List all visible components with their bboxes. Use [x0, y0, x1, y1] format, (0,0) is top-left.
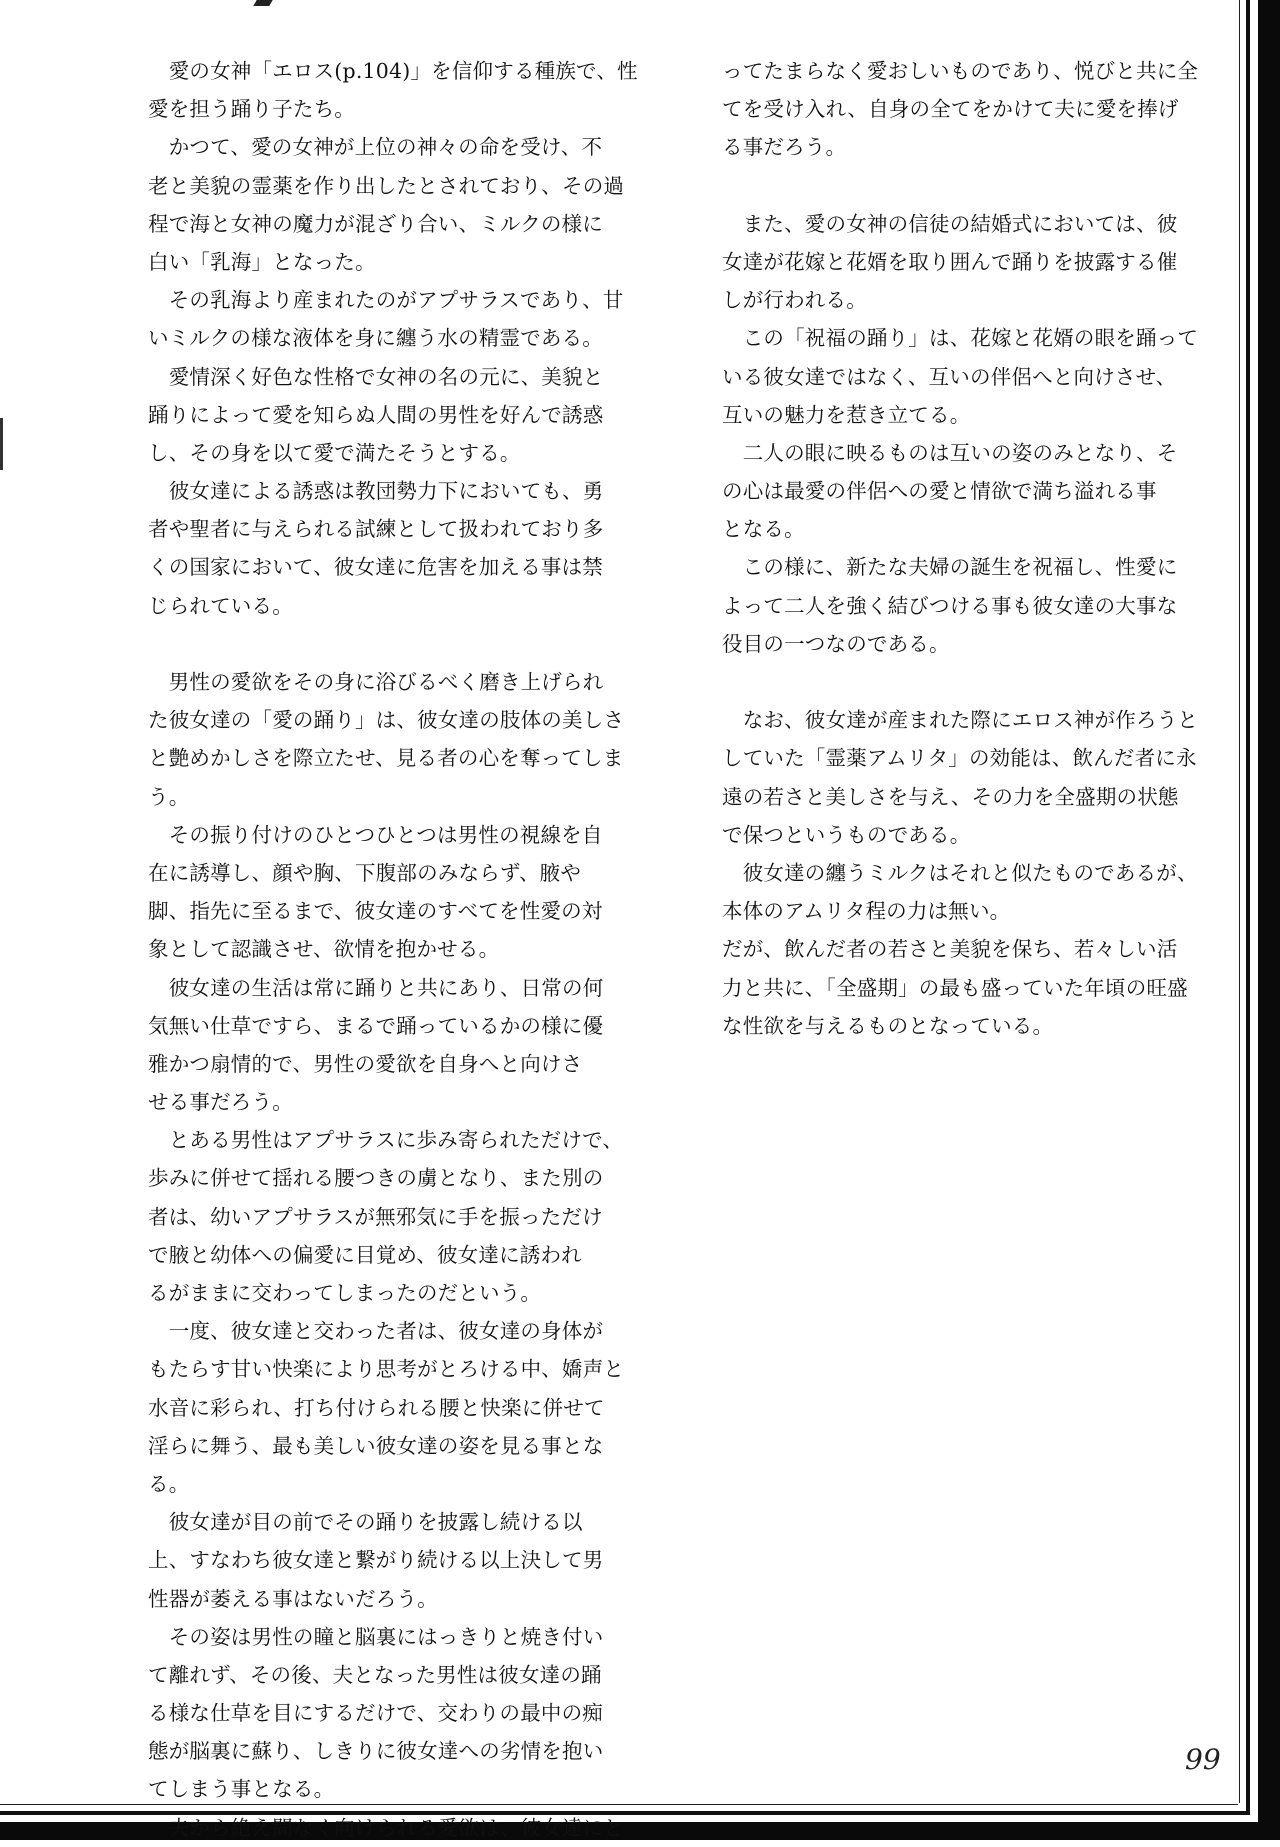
text-line: な性欲を与えるものとなっている。 [722, 1013, 1054, 1038]
text-line: 気無い仕草ですら、まるで踊っているかの様に優 [148, 1013, 604, 1038]
text-line: 踊りによって愛を知らぬ人間の男性を好んで誘惑 [148, 402, 604, 427]
text-line: 象として認識させ、欲情を抱かせる。 [148, 937, 500, 962]
text-line: 上、すなわち彼女達と繋がり続ける以上決して男 [148, 1548, 604, 1573]
text-line: 在に誘導し、顔や胸、下腹部のみならず、腋や [148, 860, 582, 885]
text-line: 雅かつ扇情的で、男性の愛欲を自身へと向けさ [148, 1051, 583, 1076]
text-line: なお、彼女達が産まれた際にエロス神が作ろうと [722, 708, 1199, 733]
text-line: 彼女達の生活は常に踊りと共にあり、日常の何 [148, 975, 604, 1000]
text-line: 脚、指先に至るまで、彼女達のすべてを性愛の対 [148, 899, 603, 924]
text-line: くの国家において、彼女達に危害を加える事は禁 [148, 555, 603, 580]
text-line: しが行われる。 [722, 288, 867, 313]
text-line: 歩みに併せて揺れる腰つきの虜となり、また別の [148, 1166, 604, 1191]
text-line: 者や聖者に与えられる試練として扱われており多 [148, 517, 604, 542]
text-line: 程で海と女神の魔力が混ざり合い、ミルクの様に [148, 211, 603, 236]
text-line: 女達が花嫁と花婿を取り囲んで踊りを披露する催 [722, 249, 1178, 274]
text-line: る様な仕草を目にするだけで、交わりの最中の痴 [148, 1701, 603, 1726]
text-line: 者は、幼いアプサラスが無邪気に手を振っただけ [148, 1204, 603, 1229]
text-line: 愛情深く好色な性格で女神の名の元に、美貌と [148, 364, 604, 389]
text-line: その振り付けのひとつひとつは男性の視線を自 [148, 822, 603, 847]
scan-tick [0, 418, 3, 470]
text-line: 愛を担う踊り子たち。 [148, 97, 355, 122]
text-line: て離れず、その後、夫となった男性は彼女達の踊 [148, 1662, 602, 1687]
text-line: 夫から絶え間なく向けられる愛欲は、彼女達にと [148, 1815, 625, 1840]
text-line: 性器が萎える事はないだろう。 [148, 1586, 438, 1611]
text-line: その姿は男性の瞳と脳裏にはっきりと焼き付い [148, 1624, 604, 1649]
left-column [148, 52, 668, 1847]
text-line: じられている。 [148, 593, 293, 618]
text-line: る事だろう。 [722, 135, 847, 160]
paragraph-gap [722, 167, 1234, 205]
text-line: その乳海より産まれたのがアプサラスであり、甘 [148, 288, 624, 313]
text-line: し、その身を以て愛で満たそうとする。 [148, 440, 521, 465]
text-line: いミルクの様な液体を身に纏う水の精霊である。 [148, 326, 603, 351]
text-line: この「祝福の踊り」は、花嫁と花婿の眼を踊って [722, 326, 1199, 351]
text-line: 淫らに舞う、最も美しい彼女達の姿を見る事とな [148, 1433, 604, 1458]
text-line: もたらす甘い快楽により思考がとろける中、嬌声と [148, 1357, 625, 1382]
text-line: かつて、愛の女神が上位の神々の命を受け、不 [148, 135, 603, 160]
text-line: 一度、彼女達と交わった者は、彼女達の身体が [148, 1319, 604, 1344]
text-line: と艶めかしさを際立たせ、見る者の心を奪ってしま [148, 746, 624, 771]
text-line: ってたまらなく愛おしいものであり、悦びと共に全 [722, 59, 1199, 83]
text-line: 力と共に、「全盛期」の最も盛っていた年頃の旺盛 [722, 975, 1188, 1000]
text-line: だが、飲んだ者の若さと美貌を保ち、若々しい活 [722, 937, 1178, 962]
text-line: てを受け入れ、自身の全てをかけて夫に愛を捧げ [722, 97, 1179, 122]
text-line: るがままに交わってしまったのだという。 [148, 1281, 542, 1305]
text-line: 愛の女神「エロス(p.104)」を信仰する種族で、性 [148, 59, 638, 83]
text-line: 彼女達による誘惑は教団勢力下においても、勇 [148, 479, 604, 504]
page-number: 99 [1185, 1743, 1221, 1776]
paragraph-gap [148, 625, 668, 663]
text-line: で保つというものである。 [722, 822, 971, 847]
text-line: 互いの魅力を惹き立てる。 [722, 402, 971, 427]
text-line: 老と美貌の霊薬を作り出したとされており、その過 [148, 173, 625, 198]
text-line: この様に、新たな夫婦の誕生を祝福し、性愛に [722, 555, 1178, 580]
text-line: 役目の一つなのである。 [722, 631, 950, 656]
text-line: となる。 [722, 517, 805, 542]
text-line: てしまう事となる。 [148, 1777, 335, 1802]
text-line: せる事だろう。 [148, 1090, 293, 1115]
text-line: していた「霊薬アムリタ」の効能は、飲んだ者に永 [722, 746, 1197, 771]
right-column [722, 52, 1234, 1045]
paragraph-gap [722, 663, 1234, 701]
text-line: た彼女達の「愛の踊り」は、彼女達の肢体の美しさ [148, 708, 625, 733]
text-line: また、愛の女神の信徒の結婚式においては、彼 [722, 211, 1178, 236]
scan-edge-right [1258, 0, 1280, 1840]
text-line: よって二人を強く結びつける事も彼女達の大事な [722, 593, 1178, 618]
text-line: る。 [148, 1471, 190, 1496]
text-line: 彼女達の纏うミルクはそれと似たものであるが、 [722, 860, 1198, 885]
text-line: とある男性はアプサラスに歩み寄られただけで、 [148, 1128, 624, 1153]
text-line: の心は最愛の伴侶への愛と情欲で満ち溢れる事 [722, 479, 1157, 504]
text-line: 白い「乳海」となった。 [148, 249, 376, 274]
text-line: 水音に彩られ、打ち付けられる腰と快楽に併せて [148, 1395, 605, 1420]
text-line: う。 [148, 784, 190, 809]
text-line: 遠の若さと美しさを与え、その力を全盛期の状態 [722, 784, 1179, 809]
text-line: 二人の眼に映るものは互いの姿のみとなり、そ [722, 440, 1178, 465]
text-line: 態が脳裏に蘇り、しきりに彼女達への劣情を抱い [148, 1739, 604, 1764]
text-line: 男性の愛欲をその身に浴びるべく磨き上げられ [148, 670, 604, 694]
text-line: で腋と幼体への偏愛に目覚め、彼女達に誘われ [148, 1242, 582, 1267]
text-line: いる彼女達ではなく、互いの伴侶へと向けさせ、 [722, 364, 1177, 389]
text-line: 本体のアムリタ程の力は無い。 [722, 899, 1011, 924]
text-line: 彼女達が目の前でその踊りを披露し続ける以 [148, 1510, 583, 1535]
